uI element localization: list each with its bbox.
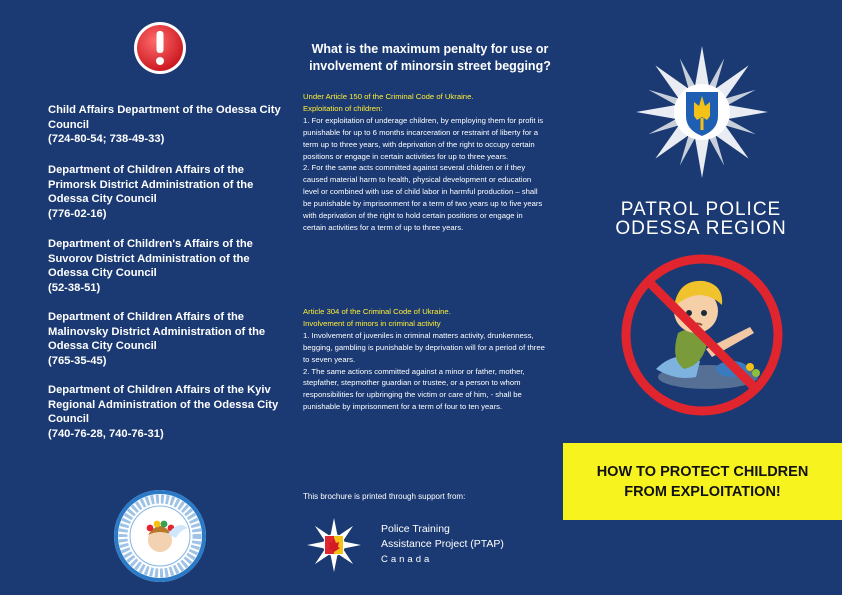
patrol-police-title xyxy=(560,200,842,238)
article-304-paragraph-2: 2. The same actions committed against a minor or father, mother, stepfather, stepmother guardian or trustee, or a person to whom responsibilities for upbringing the victim or care of him, - shall be punishable by imprisonment for a term of four to ten years. xyxy=(303,366,525,412)
contact-name: Child Affairs Department of the Odessa City Council xyxy=(48,104,281,131)
contact-phone: (740-76-28, 740-76-31) xyxy=(48,427,164,440)
ptap-line-2: Assistance Project (PTAP) xyxy=(381,538,504,550)
article-304-paragraph-1: 1. Involvement of juveniles in criminal matters activity, drunkenness, begging, gambling is punishable by deprivation will for a period of three to seven years. xyxy=(303,330,545,364)
patrol-title-line-2: ODESSA REGION xyxy=(615,218,787,239)
contact-malinovsky xyxy=(48,310,283,368)
patrol-police-star-icon xyxy=(632,42,772,182)
middle-panel xyxy=(285,0,560,595)
contact-primorsk xyxy=(48,163,283,221)
contact-kyiv xyxy=(48,383,283,441)
article-304-heading: Article 304 of the Criminal Code of Ukraine. xyxy=(303,307,451,316)
article-304-section xyxy=(303,306,545,413)
article-304-subheading: Involvement of minors in criminal activity xyxy=(303,318,441,328)
contact-name: Department of Children's Affairs of the Suvorov District Administration of the Odessa City Council xyxy=(48,238,253,279)
contact-phone: (724-80-54; 738-49-33) xyxy=(48,133,165,145)
womens-association-logo-icon xyxy=(112,488,208,584)
article-150-paragraph-2: 2. For the same acts committed against several children or if they caused material harm to health, physical development or education level or combined with use of child labor in harmful production – shall be punishable by imprisonment for a term of two years up to five years with deprivation of the right to hold certain positions or engage in certain activities for a term of up to three years. xyxy=(303,163,543,232)
support-line: This brochure is printed through support from: xyxy=(303,492,466,501)
ptap-credit xyxy=(381,522,504,567)
ptap-line-1: Police Training xyxy=(381,523,450,535)
banner-line-2: FROM EXPLOITATION! xyxy=(624,483,781,500)
contact-phone: (52-38-51) xyxy=(48,281,101,294)
contact-suvorov xyxy=(48,237,283,295)
article-150-heading: Under Article 150 of the Criminal Code of Ukraine. xyxy=(303,92,474,101)
no-child-exploitation-icon xyxy=(616,249,788,421)
article-150-paragraph-1: 1. For exploitation of underage children, by employing them for profit is punishable for up to 6 months incarceration or restraint of liberty for a term up to three years, with deprivation of the right to occupy certain positions or engage in certain activities for up to three years. xyxy=(303,115,544,161)
banner-line-1: HOW TO PROTECT CHILDREN xyxy=(596,463,809,480)
ptap-country: Canada xyxy=(381,554,433,565)
penalty-question-heading: What is the maximum penalty for use or involvement of minorsin street begging? xyxy=(309,42,551,73)
ptap-star-icon xyxy=(305,516,363,574)
protect-children-banner xyxy=(563,443,842,520)
left-panel xyxy=(0,0,285,595)
patrol-title-line-1: PATROL POLICE xyxy=(620,199,782,220)
article-150-subheading: Exploitation of children: xyxy=(303,103,383,113)
contact-city-council xyxy=(48,103,283,147)
contact-name: Department of Children Affairs of the Kyiv Regional Administration of the Odessa City Council xyxy=(48,384,279,425)
contact-name: Department of Children Affairs of the Primorsk District Administration of the Odessa City Council xyxy=(48,164,254,205)
contact-phone: (776-02-16) xyxy=(48,207,107,220)
right-panel xyxy=(560,0,842,595)
contact-phone: (765-35-45) xyxy=(48,354,107,367)
contact-name: Department of Children Affairs of the Malinovsky District Administration of the Odessa City Council xyxy=(48,311,266,352)
exclamation-alert-icon xyxy=(132,20,188,76)
article-150-section xyxy=(303,91,545,234)
